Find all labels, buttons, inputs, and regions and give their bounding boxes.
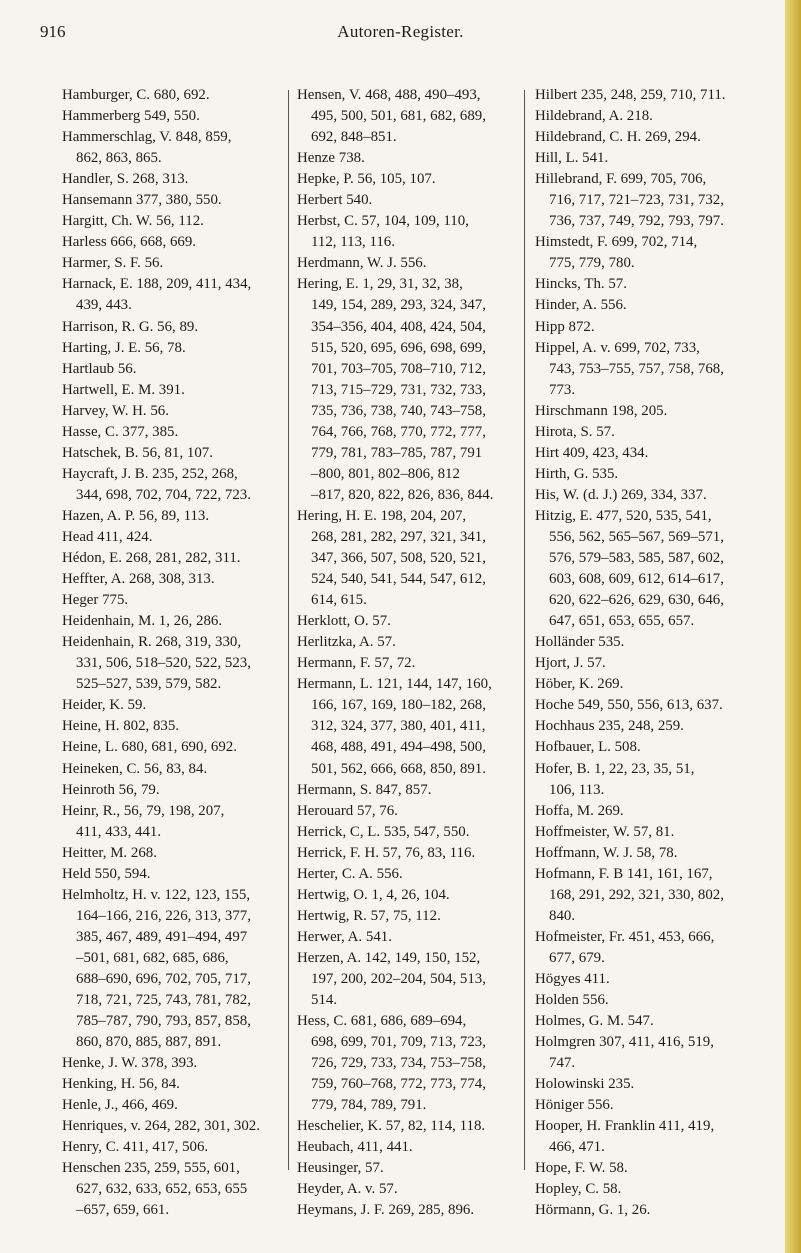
index-entry: Henriques, v. 264, 282, 301, 302. xyxy=(62,1118,260,1135)
index-entry: Hincks, Th. 57. xyxy=(535,276,627,293)
index-entry: Holden 556. xyxy=(535,992,609,1009)
index-entry: Harrison, R. G. 56, 89. xyxy=(62,318,199,335)
index-entry: Henking, H. 56, 84. xyxy=(62,1076,180,1093)
index-entry: Henschen 235, 259, 555, 601, 627, 632, 633, 652, 653, 655 –657, 659, 661. xyxy=(62,1160,248,1219)
index-entry: Hillebrand, F. 699, 705, 706, 716, 717, 721–723, 731, 732, 736, 737, 749, 792, 793, 797. xyxy=(535,171,724,230)
index-entry: Högyes 411. xyxy=(535,970,610,987)
index-entry: Hepke, P. 56, 105, 107. xyxy=(297,171,436,188)
index-entry: Hammerschlag, V. 848, 859, 862, 863, 865. xyxy=(62,129,232,167)
index-entry: Hill, L. 541. xyxy=(535,150,609,167)
index-entry: Hansemann 377, 380, 550. xyxy=(62,192,222,209)
index-entry: Höber, K. 269. xyxy=(535,676,624,693)
index-entry: Hering, H. E. 198, 204, 207, 268, 281, 282, 297, 321, 341, 347, 366, 507, 508, 520, 521, 524, 540, 541, 544, 547, 612, 614, 615. xyxy=(297,507,486,609)
index-entry: Hirschmann 198, 205. xyxy=(535,402,668,419)
index-entry: Herrick, C, L. 535, 547, 550. xyxy=(297,823,470,840)
index-entry: Hartlaub 56. xyxy=(62,360,137,377)
index-entry: Heffter, A. 268, 308, 313. xyxy=(62,571,215,588)
index-entry: Hope, F. W. 58. xyxy=(535,1160,628,1177)
index-entry: Hartwell, E. M. 391. xyxy=(62,381,185,398)
index-entry: Hoffa, M. 269. xyxy=(535,802,624,819)
index-entry: Hess, C. 681, 686, 689–694, 698, 699, 701, 709, 713, 723, 726, 729, 733, 734, 753–758, 759, 760–768, 772, 773, 774, 779, 784, 789, 791. xyxy=(297,1013,486,1114)
index-entry: Hinder, A. 556. xyxy=(535,297,627,314)
index-entry: Hofer, B. 1, 22, 23, 35, 51, 106, 113. xyxy=(535,760,695,798)
index-entry: Höniger 556. xyxy=(535,1097,614,1114)
running-head: Autoren-Register. xyxy=(337,22,464,41)
index-entry: Herwer, A. 541. xyxy=(297,928,392,945)
index-entry: Heusinger, 57. xyxy=(297,1160,384,1177)
index-entry: Heineken, C. 56, 83, 84. xyxy=(62,760,208,777)
index-entry: Head 411, 424. xyxy=(62,528,153,545)
index-entry: Henle, J., 466, 469. xyxy=(62,1097,178,1114)
index-entry: Hargitt, Ch. W. 56, 112. xyxy=(62,213,204,230)
index-entry: Hammerberg 549, 550. xyxy=(62,108,200,125)
index-entry: Hörmann, G. 1, 26. xyxy=(535,1202,651,1219)
index-entry: Heinr, R., 56, 79, 198, 207, 411, 433, 441. xyxy=(62,802,225,840)
index-entry: Heidenhain, M. 1, 26, 286. xyxy=(62,613,223,630)
index-entry: Heymans, J. F. 269, 285, 896. xyxy=(297,1202,475,1219)
index-entry: Heitter, M. 268. xyxy=(62,844,157,861)
index-entry: Holmgren 307, 411, 416, 519, 747. xyxy=(535,1034,714,1072)
index-entry: Herdmann, W. J. 556. xyxy=(297,255,427,272)
index-entry: Hermann, L. 121, 144, 147, 160, 166, 167, 169, 180–182, 268, 312, 324, 377, 380, 401, 411, 468, 488, 491, 494–498, 500, 501, 562, 666, 668, 850, 891. xyxy=(297,676,492,777)
index-entry: Hofmann, F. B 141, 161, 167, 168, 291, 292, 321, 330, 802, 840. xyxy=(535,865,724,924)
index-column-left xyxy=(62,85,277,1222)
index-entry: Heider, K. 59. xyxy=(62,697,147,714)
index-entry: Hatschek, B. 56, 81, 107. xyxy=(62,444,213,461)
index-entry: Hermann, F. 57, 72. xyxy=(297,655,416,672)
page-edge-tab xyxy=(785,0,801,1253)
index-entry: Harvey, W. H. 56. xyxy=(62,402,169,419)
index-entry: Hjort, J. 57. xyxy=(535,655,606,672)
index-entry: Heidenhain, R. 268, 319, 330, 331, 506, 518–520, 522, 523, 525–527, 539, 579, 582. xyxy=(62,634,251,693)
index-entry: Harless 666, 668, 669. xyxy=(62,234,197,251)
index-entry: Herklott, O. 57. xyxy=(297,613,391,630)
index-entry: Hoffmeister, W. 57, 81. xyxy=(535,823,675,840)
index-entry: Hirota, S. 57. xyxy=(535,423,615,440)
index-entry: Hitzig, E. 477, 520, 535, 541, 556, 562, 565–567, 569–571, 576, 579–583, 585, 587, 602, 603, 608, 609, 612, 614–617, 620, 622–626, 629, 630, 646, 647, 651, 653, 655, 657. xyxy=(535,507,724,630)
index-column-middle xyxy=(297,85,511,1222)
index-entry: Hochhaus 235, 248, 259. xyxy=(535,718,684,735)
index-entry: Helmholtz, H. v. 122, 123, 155, 164–166, 216, 226, 313, 377, 385, 467, 489, 491–494, 497 –501, 681, 682, 685, 686, 688–690, 696, 702, 705, 717, 718, 721, 725, 743, 781, 782, 785–787, 790, 793, 857, 858, 860, 870, 885, 887, 891. xyxy=(62,886,251,1051)
index-entry: Holmes, G. M. 547. xyxy=(535,1013,654,1030)
index-entry: Hippel, A. v. 699, 702, 733, 743, 753–755, 757, 758, 768, 773. xyxy=(535,339,724,398)
index-entry: Harmer, S. F. 56. xyxy=(62,255,164,272)
index-entry: Henry, C. 411, 417, 506. xyxy=(62,1139,209,1156)
index-entry: His, W. (d. J.) 269, 334, 337. xyxy=(535,486,707,503)
index-entry: Hoche 549, 550, 556, 613, 637. xyxy=(535,697,723,714)
index-entry: Haycraft, J. B. 235, 252, 268, 344, 698, 702, 704, 722, 723. xyxy=(62,465,251,503)
index-entry: Herter, C. A. 556. xyxy=(297,865,403,882)
index-entry: Hédon, E. 268, 281, 282, 311. xyxy=(62,550,241,567)
index-entry: Hertwig, O. 1, 4, 26, 104. xyxy=(297,886,450,903)
index-entry: Hering, E. 1, 29, 31, 32, 38, 149, 154, 289, 293, 324, 347, 354–356, 404, 408, 424, 504, 515, 520, 695, 696, 698, 699, 701, 703–705, 708–710, 712, 713, 715–729, 731, 732, 733, 735, 736, 738, 740, 743–758, 764, 766, 768, 770, 772, 777, 779, 781, 783–785, 787, 791 –800, 801, 802–806, 812 –817, 820, 822, 826, 836, 844. xyxy=(297,276,494,503)
page-number: 916 xyxy=(40,22,66,41)
index-entry: Herlitzka, A. 57. xyxy=(297,634,396,651)
index-entry: Herrick, F. H. 57, 76, 83, 116. xyxy=(297,844,476,861)
column-divider xyxy=(524,90,525,1170)
index-entry: Herbert 540. xyxy=(297,192,373,209)
index-entry: Hensen, V. 468, 488, 490–493, 495, 500, 501, 681, 682, 689, 692, 848–851. xyxy=(297,87,486,146)
index-entry: Handler, S. 268, 313. xyxy=(62,171,189,188)
index-entry: Hilbert 235, 248, 259, 710, 711. xyxy=(535,87,726,103)
index-entry: Hasse, C. 377, 385. xyxy=(62,423,179,440)
index-entry: Hildebrand, A. 218. xyxy=(535,108,653,125)
index-entry: Held 550, 594. xyxy=(62,865,151,882)
index-entry: Hoffmann, W. J. 58, 78. xyxy=(535,844,678,861)
index-entry: Henze 738. xyxy=(297,150,365,167)
index-entry: Harnack, E. 188, 209, 411, 434, 439, 443. xyxy=(62,276,252,314)
index-entry: Hildebrand, C. H. 269, 294. xyxy=(535,129,701,146)
index-entry: Heyder, A. v. 57. xyxy=(297,1181,398,1198)
index-entry: Himstedt, F. 699, 702, 714, 775, 779, 780. xyxy=(535,234,698,272)
index-entry: Harting, J. E. 56, 78. xyxy=(62,339,186,356)
index-entry: Heubach, 411, 441. xyxy=(297,1139,413,1156)
index-entry: Heger 775. xyxy=(62,592,129,609)
column-divider xyxy=(288,90,289,1170)
index-entry: Hipp 872. xyxy=(535,318,595,335)
index-entry: Hirt 409, 423, 434. xyxy=(535,444,649,461)
index-entry: Hermann, S. 847, 857. xyxy=(297,781,432,798)
index-entry: Hazen, A. P. 56, 89, 113. xyxy=(62,507,210,524)
index-entry: Holowinski 235. xyxy=(535,1076,635,1093)
index-entry: Heine, H. 802, 835. xyxy=(62,718,180,735)
index-entry: Henke, J. W. 378, 393. xyxy=(62,1055,198,1072)
index-entry: Heschelier, K. 57, 82, 114, 118. xyxy=(297,1118,486,1135)
index-entry: Hamburger, C. 680, 692. xyxy=(62,87,210,103)
index-entry: Heinroth 56, 79. xyxy=(62,781,160,798)
index-column-right xyxy=(535,85,750,1222)
index-entry: Herzen, A. 142, 149, 150, 152, 197, 200, 202–204, 504, 513, 514. xyxy=(297,949,486,1009)
index-entry: Holländer 535. xyxy=(535,634,625,651)
index-entry: Hopley, C. 58. xyxy=(535,1181,622,1198)
index-entry: Hirth, G. 535. xyxy=(535,465,619,482)
index-entry: Heine, L. 680, 681, 690, 692. xyxy=(62,739,237,756)
index-entry: Hooper, H. Franklin 411, 419, 466, 471. xyxy=(535,1118,715,1156)
index-entry: Hertwig, R. 57, 75, 112. xyxy=(297,907,441,924)
index-entry: Herouard 57, 76. xyxy=(297,802,398,819)
index-entry: Hofbauer, L. 508. xyxy=(535,739,641,756)
index-entry: Herbst, C. 57, 104, 109, 110, 112, 113, 116. xyxy=(297,213,469,251)
index-entry: Hofmeister, Fr. 451, 453, 666, 677, 679. xyxy=(535,928,715,966)
